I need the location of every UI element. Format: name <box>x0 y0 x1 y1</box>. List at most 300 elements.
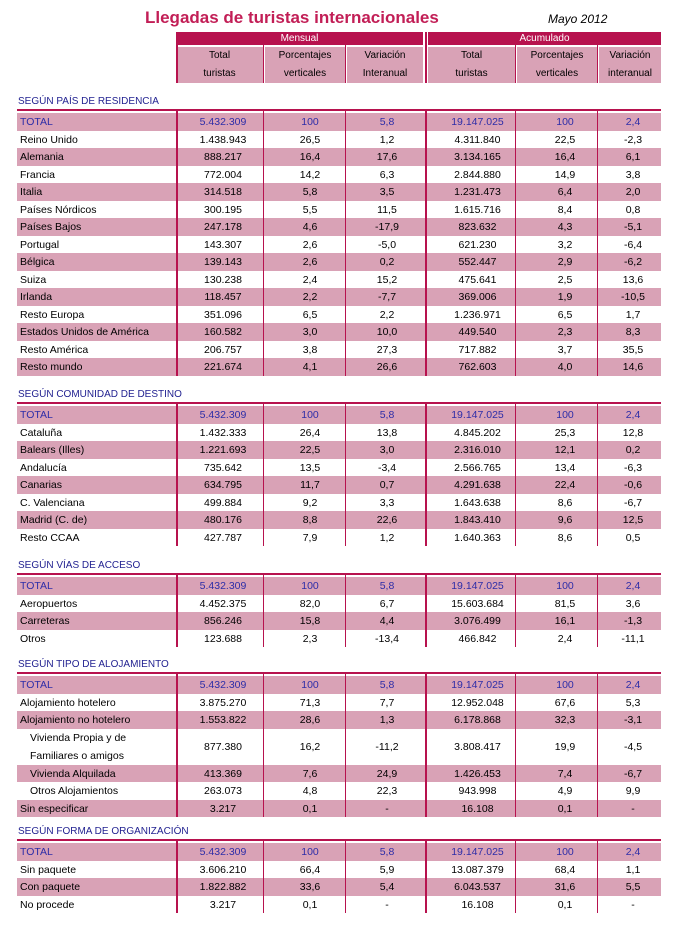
row-value: 1,2 <box>379 531 395 544</box>
row-label: Resto Europa <box>20 308 85 321</box>
column-divider <box>515 402 516 546</box>
row-value: 2,4 <box>302 273 318 286</box>
col-header-total-acumulado <box>428 47 515 83</box>
row-label: TOTAL <box>20 580 53 592</box>
row-value: 19.147.025 <box>451 846 504 858</box>
row-value: 82,0 <box>299 597 321 610</box>
column-divider <box>263 672 264 817</box>
table-row <box>17 782 661 800</box>
row-value: 10,0 <box>376 326 398 338</box>
row-value: 5,5 <box>302 203 318 216</box>
row-value: 14,6 <box>622 361 644 373</box>
column-divider <box>425 109 427 376</box>
row-value: 5.432.309 <box>199 679 247 691</box>
row-value: 22,5 <box>554 133 576 146</box>
row-value: 5,3 <box>625 696 641 709</box>
column-divider <box>176 402 178 546</box>
section-title-segun-vias-de-acceso: SEGÚN VÍAS DE ACCESO <box>18 560 141 571</box>
row-value: 5,9 <box>379 863 395 876</box>
column-divider <box>597 32 598 83</box>
column-divider <box>345 839 346 913</box>
row-value: 160.582 <box>204 326 242 338</box>
row-value: 5,5 <box>625 881 641 893</box>
row-value: 5,8 <box>379 116 395 128</box>
row-label: Con paquete <box>20 881 81 893</box>
col-header-porcentajes-acumulado <box>517 47 597 83</box>
row-value: 19.147.025 <box>451 679 504 691</box>
col-header-line: Total <box>208 50 231 61</box>
table-row <box>17 424 661 442</box>
row-value: 634.795 <box>204 479 242 491</box>
row-value: 0,5 <box>625 531 641 544</box>
row-value: 100 <box>301 846 319 858</box>
row-value: 13,4 <box>554 461 576 474</box>
row-value: 11,5 <box>377 203 397 216</box>
row-value: 2,3 <box>302 632 318 645</box>
row-value: 466.842 <box>458 632 497 645</box>
row-value: 1.643.638 <box>454 496 501 509</box>
row-value: 0,2 <box>625 444 641 456</box>
row-value: 19.147.025 <box>451 116 504 128</box>
row-value: 3.134.165 <box>454 151 501 163</box>
section-divider <box>17 109 661 111</box>
column-divider <box>176 573 178 647</box>
row-value: 5.432.309 <box>199 846 247 858</box>
row-label: Alojamiento hotelero <box>20 696 116 709</box>
row-value: 12,5 <box>622 514 644 526</box>
table-row <box>17 861 661 879</box>
row-value: 2,4 <box>625 116 641 128</box>
row-value: 5.432.309 <box>199 580 247 592</box>
column-divider <box>597 402 598 546</box>
row-value: 3.217 <box>209 898 237 911</box>
row-value: 17,6 <box>376 151 398 163</box>
row-value: -3,4 <box>377 461 397 474</box>
section-divider <box>17 839 661 841</box>
col-header-total-mensual <box>176 47 263 83</box>
row-value: 123.688 <box>204 632 242 645</box>
col-header-line: Interanual <box>362 68 408 79</box>
col-header-line: verticales <box>535 68 579 79</box>
section-divider <box>17 672 661 674</box>
row-value: 449.540 <box>458 326 497 338</box>
row-label: Alemania <box>20 151 64 163</box>
table-row <box>17 595 661 613</box>
table-row <box>17 253 661 271</box>
row-value: 2,4 <box>625 409 641 421</box>
column-divider <box>345 32 346 83</box>
row-value: 1,2 <box>379 133 395 146</box>
row-value: 3.217 <box>209 802 237 815</box>
row-value: 26,4 <box>299 426 321 439</box>
column-divider <box>345 109 346 376</box>
row-value: 4.452.375 <box>199 597 247 610</box>
row-value: 4,8 <box>302 785 318 797</box>
row-label: Resto mundo <box>20 361 83 373</box>
row-value: 7,9 <box>302 531 318 544</box>
row-value: 4,4 <box>379 615 395 627</box>
row-value: 4,0 <box>557 361 573 373</box>
row-label: Países Bajos <box>20 221 82 233</box>
row-value: -5,1 <box>623 221 643 233</box>
row-value: - <box>631 898 635 911</box>
row-value: 100 <box>301 679 319 691</box>
table-row <box>17 800 661 818</box>
row-value: 3,6 <box>625 597 641 610</box>
col-header-line: Variación <box>364 50 406 61</box>
row-value: 26,5 <box>299 133 321 146</box>
row-value: -6,3 <box>623 461 643 474</box>
row-value: 4.311.840 <box>454 133 501 146</box>
row-label: Países Nórdicos <box>20 203 97 216</box>
row-value: -5,0 <box>377 238 397 251</box>
table-row <box>17 494 661 512</box>
row-label: Otros <box>20 632 46 645</box>
table-row <box>17 288 661 306</box>
row-value: 22,4 <box>554 479 576 491</box>
row-label: Carreteras <box>20 615 70 627</box>
column-divider <box>515 573 516 647</box>
row-value: 1.221.693 <box>199 444 247 456</box>
column-divider <box>425 672 427 817</box>
row-value: 5,8 <box>302 186 318 198</box>
row-value: 5.432.309 <box>199 409 247 421</box>
row-value: 15,2 <box>376 273 398 286</box>
column-divider <box>263 109 264 376</box>
row-value: 1.615.716 <box>454 203 501 216</box>
row-value: 67,6 <box>554 696 576 709</box>
row-label: Portugal <box>20 238 60 251</box>
row-value: 3.875.270 <box>199 696 247 709</box>
column-divider <box>263 839 264 913</box>
row-value: 4.291.638 <box>454 479 501 491</box>
column-divider <box>515 839 516 913</box>
col-header-porcentajes-mensual <box>265 47 345 83</box>
row-value: 5,8 <box>379 846 395 858</box>
total-row <box>17 406 661 424</box>
row-label: Suiza <box>20 273 47 286</box>
row-value: 100 <box>556 409 574 421</box>
row-value: 9,9 <box>625 785 641 797</box>
row-value: 100 <box>556 679 574 691</box>
row-value: 2,9 <box>557 256 573 268</box>
row-value: 772.004 <box>204 168 242 181</box>
table-row <box>17 441 661 459</box>
row-value: -3,1 <box>623 714 643 726</box>
row-value: 0,8 <box>625 203 641 216</box>
row-value: 32,3 <box>554 714 576 726</box>
row-value: -11,1 <box>621 632 645 645</box>
column-divider <box>176 839 178 913</box>
row-label: Balears (Illes) <box>20 444 85 456</box>
col-header-line: Variación <box>609 50 651 61</box>
row-value: -10,5 <box>621 291 645 303</box>
total-row <box>17 113 661 131</box>
row-value: 8,8 <box>302 514 318 526</box>
row-value: 2,2 <box>379 308 395 321</box>
row-value: 5,8 <box>379 409 395 421</box>
row-value: 16.108 <box>461 802 494 815</box>
row-value: 118.457 <box>204 291 242 303</box>
row-value: 19.147.025 <box>451 409 504 421</box>
row-label: Aeropuertos <box>20 597 78 610</box>
row-value: 100 <box>556 116 574 128</box>
row-label: Italia <box>20 186 43 198</box>
row-value: - <box>385 898 389 911</box>
row-value: 2,3 <box>557 326 573 338</box>
row-value: 1.843.410 <box>454 514 501 526</box>
row-value: 4,6 <box>302 221 318 233</box>
row-value: 81,5 <box>554 597 576 610</box>
row-value: 16,1 <box>554 615 576 627</box>
row-value: - <box>385 802 389 815</box>
row-value: 66,4 <box>299 863 321 876</box>
table-row <box>17 459 661 477</box>
row-value: 13.087.379 <box>451 863 504 876</box>
row-value: 0,1 <box>302 802 318 815</box>
row-value: 1.426.453 <box>454 767 501 780</box>
row-value: 1,1 <box>625 863 641 876</box>
row-value: 3,7 <box>557 343 573 356</box>
row-value: 100 <box>556 846 574 858</box>
row-value: 8,6 <box>557 531 573 544</box>
row-value: -13,4 <box>375 632 399 645</box>
row-value: 24,9 <box>376 767 398 780</box>
row-value: 12.952.048 <box>451 696 504 709</box>
row-label: Otros Alojamientos <box>30 785 119 797</box>
row-value: 943.998 <box>458 785 497 797</box>
row-value: 413.369 <box>204 767 242 780</box>
row-value: -7,7 <box>377 291 397 303</box>
col-header-line: turistas <box>203 68 236 79</box>
row-value: 1.231.473 <box>454 186 501 198</box>
row-value: -6,4 <box>623 238 643 251</box>
row-label: Resto CCAA <box>20 531 80 544</box>
row-value: -2,3 <box>623 133 643 146</box>
row-label: Estados Unidos de América <box>20 326 149 338</box>
row-value: 221.674 <box>204 361 242 373</box>
row-value: 16,4 <box>554 151 576 163</box>
column-divider <box>425 402 427 546</box>
row-value: 2,4 <box>557 632 573 645</box>
row-label: No procede <box>20 898 75 911</box>
row-value: 2,5 <box>557 273 573 286</box>
row-value: 26,6 <box>376 361 398 373</box>
table-row <box>17 878 661 896</box>
row-label: C. Valenciana <box>20 496 85 509</box>
row-label: TOTAL <box>20 679 53 691</box>
row-label: TOTAL <box>20 116 53 128</box>
table-row <box>17 511 661 529</box>
column-divider <box>425 573 427 647</box>
col-header-line: Total <box>460 50 483 61</box>
row-label: Sin especificar <box>20 802 89 815</box>
row-value: 7,4 <box>557 767 573 780</box>
row-value: 0,1 <box>557 898 573 911</box>
row-value: 143.307 <box>204 238 242 251</box>
column-divider <box>263 32 264 83</box>
column-divider <box>597 839 598 913</box>
group-header-mensual: Mensual <box>176 32 423 45</box>
row-value: 1.553.822 <box>199 714 247 726</box>
row-value: 762.603 <box>458 361 497 373</box>
row-value: 6,5 <box>557 308 573 321</box>
section-title-segun-tipo-de-alojamiento: SEGÚN TIPO DE ALOJAMIENTO <box>18 659 169 670</box>
row-value: -1,3 <box>623 615 643 627</box>
row-label: Andalucía <box>20 461 67 474</box>
table-row <box>17 166 661 184</box>
table-row <box>17 765 661 783</box>
row-value: 3.076.499 <box>454 615 501 627</box>
table-row <box>17 236 661 254</box>
row-value: 8,3 <box>625 326 641 338</box>
row-value: 3,0 <box>379 444 395 456</box>
row-value: 100 <box>301 409 319 421</box>
total-row <box>17 676 661 694</box>
row-value: 16.108 <box>461 898 494 911</box>
table-row <box>17 630 661 648</box>
row-label: Alojamiento no hotelero <box>20 714 131 726</box>
col-header-line: Porcentajes <box>530 50 584 61</box>
section-title-segun-pais-de-residencia: SEGÚN PAÍS DE RESIDENCIA <box>18 96 159 107</box>
row-value: 35,5 <box>622 343 644 356</box>
row-value: 300.195 <box>204 203 242 216</box>
row-value: 2.844.880 <box>454 168 501 181</box>
column-divider <box>345 402 346 546</box>
row-value: 717.882 <box>458 343 497 356</box>
column-divider <box>515 32 516 83</box>
row-value: 130.238 <box>204 273 242 286</box>
row-value: 27,3 <box>376 343 398 356</box>
table-row <box>17 148 661 166</box>
row-label: Irlanda <box>20 291 53 303</box>
row-value: 621.230 <box>458 238 497 251</box>
row-value: 206.757 <box>204 343 242 356</box>
row-value: 4,3 <box>557 221 573 233</box>
row-value: 13,8 <box>376 426 398 439</box>
row-value: 15.603.684 <box>451 597 504 610</box>
row-value: 16,4 <box>299 151 321 163</box>
row-value: 19.147.025 <box>451 580 504 592</box>
row-value: 4,9 <box>557 785 573 797</box>
row-value: 475.641 <box>458 273 497 286</box>
row-value: 499.884 <box>204 496 242 509</box>
row-value: -6,7 <box>623 496 643 509</box>
row-value: 6,5 <box>302 308 318 321</box>
row-value: 5,8 <box>379 580 395 592</box>
row-value: 0,1 <box>557 802 573 815</box>
section-title-segun-forma-de-organizacion: SEGÚN FORMA DE ORGANIZACIÓN <box>18 826 189 837</box>
row-value: -17,9 <box>375 221 399 233</box>
col-header-line: turistas <box>455 68 488 79</box>
row-value: 6,7 <box>379 597 395 610</box>
row-value: 19,9 <box>554 740 576 753</box>
row-value: 1.432.333 <box>199 426 247 439</box>
column-divider <box>515 109 516 376</box>
row-value: 888.217 <box>204 151 242 163</box>
column-divider <box>176 672 178 817</box>
row-value: 3.606.210 <box>199 863 247 876</box>
row-value: 0,2 <box>379 256 395 268</box>
table-row <box>17 306 661 324</box>
page-title: Llegadas de turistas internacionales <box>145 8 439 27</box>
row-value: 3,2 <box>557 238 573 251</box>
row-value: -6,7 <box>623 767 643 780</box>
row-value: 33,6 <box>299 881 321 893</box>
row-value: 2.316.010 <box>454 444 501 456</box>
row-value: 5,8 <box>379 679 395 691</box>
column-divider <box>176 109 178 376</box>
row-value: 5,4 <box>379 881 395 893</box>
column-divider <box>597 672 598 817</box>
row-value: 0,7 <box>379 479 395 491</box>
row-value: 3,5 <box>379 186 395 198</box>
row-value: 12,1 <box>554 444 576 456</box>
row-value: 735.642 <box>204 461 242 474</box>
table-row <box>17 694 661 712</box>
row-value: 3,0 <box>302 326 318 338</box>
row-value: 3,8 <box>625 168 641 181</box>
table-row <box>17 358 661 376</box>
row-value: 2,4 <box>625 679 641 691</box>
row-value: 22,3 <box>376 785 398 797</box>
column-divider <box>425 839 427 913</box>
table-row <box>17 218 661 236</box>
table-row <box>17 476 661 494</box>
row-value: 1.438.943 <box>199 133 247 146</box>
column-divider <box>345 573 346 647</box>
column-divider <box>597 109 598 376</box>
row-value: 351.096 <box>204 308 242 321</box>
table-row <box>17 201 661 219</box>
table-row <box>17 131 661 149</box>
row-value: 71,3 <box>299 696 321 709</box>
row-value: 3.808.417 <box>454 740 501 753</box>
col-header-line: verticales <box>283 68 327 79</box>
row-value: 6.043.537 <box>454 881 501 893</box>
row-value: 13,5 <box>299 461 321 474</box>
row-value: 1.640.363 <box>454 531 501 544</box>
group-header-acumulado: Acumulado <box>428 32 661 45</box>
column-divider <box>515 672 516 817</box>
row-value: 12,8 <box>622 426 644 439</box>
row-label: Madrid (C. de) <box>20 514 88 526</box>
row-value: 8,4 <box>557 203 573 216</box>
row-value: 3,3 <box>379 496 395 509</box>
total-row <box>17 843 661 861</box>
row-value: 1.822.882 <box>199 881 247 893</box>
col-header-line: interanual <box>608 68 652 79</box>
table-row <box>17 896 661 914</box>
table-row <box>17 271 661 289</box>
row-value: 28,6 <box>299 714 321 726</box>
row-value: 1,9 <box>557 291 573 303</box>
row-label: Vivienda Alquilada <box>30 767 116 780</box>
row-value: 100 <box>301 580 319 592</box>
row-value: 22,5 <box>299 444 321 456</box>
row-value: 4.845.202 <box>454 426 501 439</box>
row-value: 7,6 <box>302 767 318 780</box>
section-title-segun-comunidad-de-destino: SEGÚN COMUNIDAD DE DESTINO <box>18 389 182 400</box>
row-value: - <box>631 802 635 815</box>
row-value: 314.518 <box>204 186 242 198</box>
row-value: 823.632 <box>458 221 497 233</box>
row-label: Bélgica <box>20 256 55 268</box>
row-value: 9,2 <box>302 496 318 509</box>
section-divider <box>17 573 661 575</box>
row-value: 22,6 <box>376 514 398 526</box>
row-value: 2,6 <box>302 256 318 268</box>
